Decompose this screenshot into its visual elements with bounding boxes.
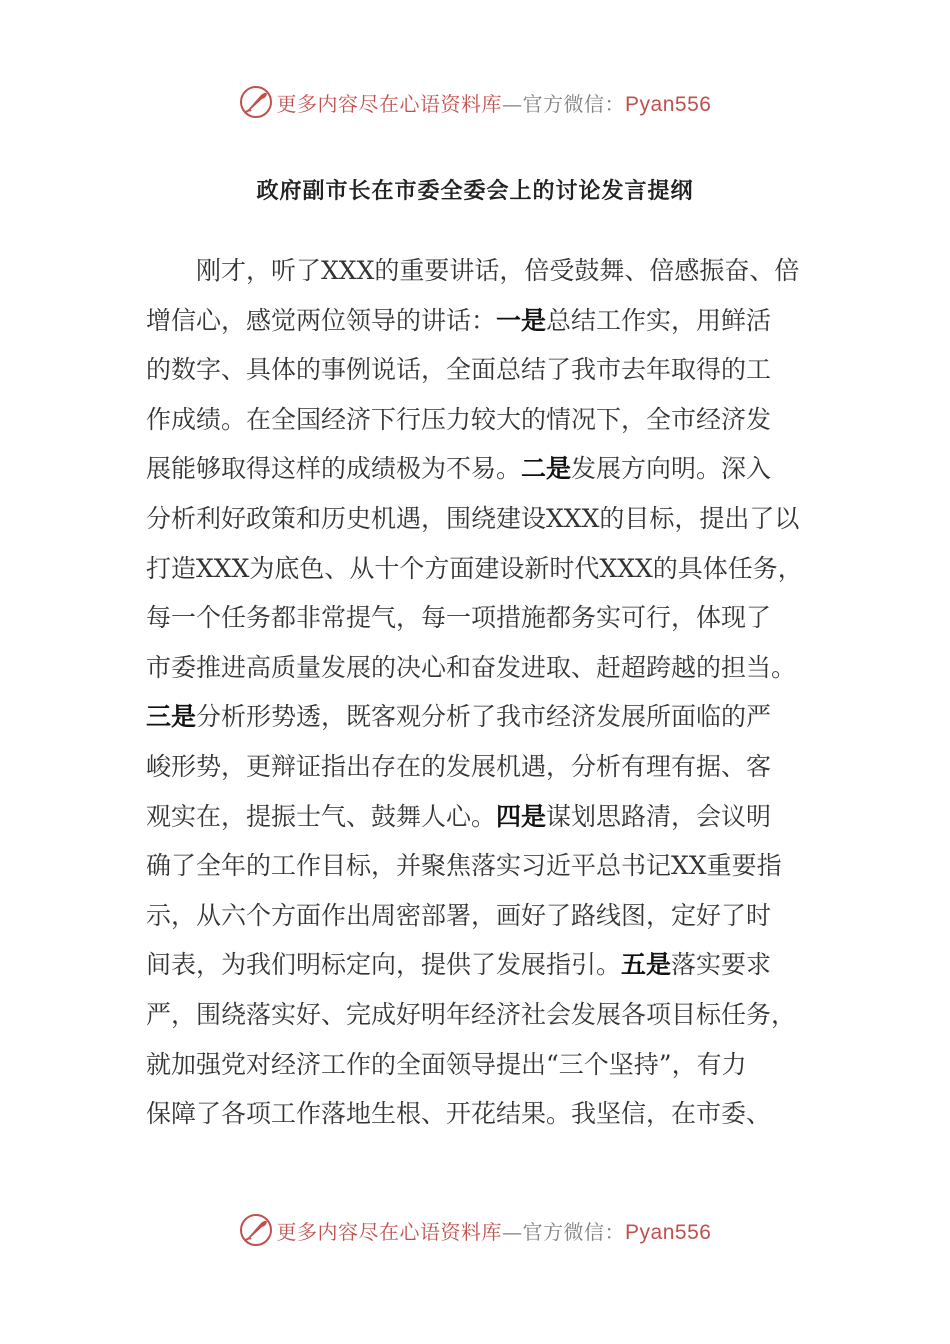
watermark-label: 官方微信：: [522, 91, 626, 116]
watermark-handle: Pyan556: [625, 1220, 712, 1244]
body-text-segment: 发展方向明。深入: [571, 454, 772, 484]
body-text-line: [146, 940, 806, 990]
body-text-segment: 间表，为我们明标定向，提供了发展指引。: [146, 950, 622, 980]
body-text-segment: 打造XXX为底色、从十个方面建设新时代XXX的具体任务，: [146, 553, 803, 583]
emphasis-keyword: 五是: [621, 950, 672, 980]
body-text-segment: 增信心，感觉两位领导的讲话：: [146, 305, 497, 335]
body-text-segment: 分析形势透，既客观分析了我市经济发展所面临的严: [196, 702, 772, 732]
watermark-site: 更多内容尽在心语资料库: [276, 1219, 503, 1244]
body-text-line: [146, 444, 806, 494]
body-text-line: [146, 494, 806, 544]
body-text-line: [146, 296, 806, 346]
watermark-dash: —: [502, 1219, 523, 1244]
body-text-segment: 分析利好政策和历史机遇，围绕建设XXX的目标，提出了以: [146, 503, 800, 533]
watermark-text: [277, 88, 712, 117]
body-text-line: [146, 1089, 806, 1139]
quill-pen-logo-icon: [239, 1213, 273, 1247]
body-text-line: [146, 593, 806, 643]
body-text-line: [146, 345, 806, 395]
watermark-site: 更多内容尽在心语资料库: [276, 91, 503, 116]
body-text-segment: 的数字、具体的事例说话，全面总结了我市去年取得的工: [146, 355, 772, 385]
body-text-segment: 刚才，听了XXX的重要讲话，倍受鼓舞、倍感振奋、倍: [196, 256, 800, 285]
body-text-line: [146, 891, 806, 941]
body-text-segment: 就加强党对经济工作的全面领导提出“三个坚持”，有力: [146, 1049, 747, 1079]
footer-watermark-banner: [0, 1210, 950, 1250]
body-text-segment: 谋划思路清，会议明: [546, 801, 772, 831]
body-text-segment: 峻形势，更辩证指出存在的发展机遇，分析有理有据、客: [146, 751, 772, 781]
body-text-segment: 保障了各项工作落地生根、开花结果。我坚信，在市委、: [146, 1099, 772, 1129]
emphasis-keyword: 四是: [496, 801, 547, 831]
body-text-line: [146, 1040, 806, 1090]
body-text-line: [146, 841, 806, 891]
document-title: 政府副市长在市委全委会上的讨论发言提纲: [256, 178, 694, 204]
body-text-segment: 展能够取得这样的成绩极为不易。: [146, 454, 522, 484]
body-text-line: [146, 792, 806, 842]
quill-pen-logo-icon: [239, 85, 273, 119]
body-text-line: [146, 990, 806, 1040]
body-text-segment: 作成绩。在全国经济下行压力较大的情况下，全市经济发: [146, 404, 772, 434]
body-text-line: [146, 544, 806, 594]
body-text-line: [146, 643, 806, 693]
header-watermark-banner: [0, 82, 950, 122]
body-text-line: [146, 246, 806, 296]
emphasis-keyword: 三是: [146, 702, 197, 732]
emphasis-keyword: 一是: [496, 305, 547, 335]
body-text-segment: 市委推进高质量发展的决心和奋发进取、赶超跨越的担当。: [146, 652, 797, 682]
body-text-line: [146, 395, 806, 445]
document-body: [146, 246, 806, 1139]
body-text-segment: 总结工作实，用鲜活: [546, 305, 772, 335]
watermark-dash: —: [502, 91, 523, 116]
body-text-segment: 示，从六个方面作出周密部署，画好了路线图，定好了时: [146, 900, 772, 930]
body-text-segment: 每一个任务都非常提气，每一项措施都务实可行，体现了: [146, 603, 772, 633]
watermark-handle: Pyan556: [625, 92, 712, 116]
body-text-segment: 确了全年的工作目标，并聚焦落实习近平总书记XX重要指: [146, 851, 782, 881]
body-text-segment: 落实要求: [671, 950, 772, 980]
body-text-segment: 严，围绕落实好、完成好明年经济社会发展各项目标任务，: [146, 999, 797, 1029]
body-text-line: [146, 742, 806, 792]
watermark-text: [277, 1216, 712, 1245]
body-text-line: [146, 692, 806, 742]
emphasis-keyword: 二是: [521, 454, 572, 484]
body-text-segment: 观实在，提振士气、鼓舞人心。: [146, 801, 497, 831]
watermark-label: 官方微信：: [522, 1219, 626, 1244]
